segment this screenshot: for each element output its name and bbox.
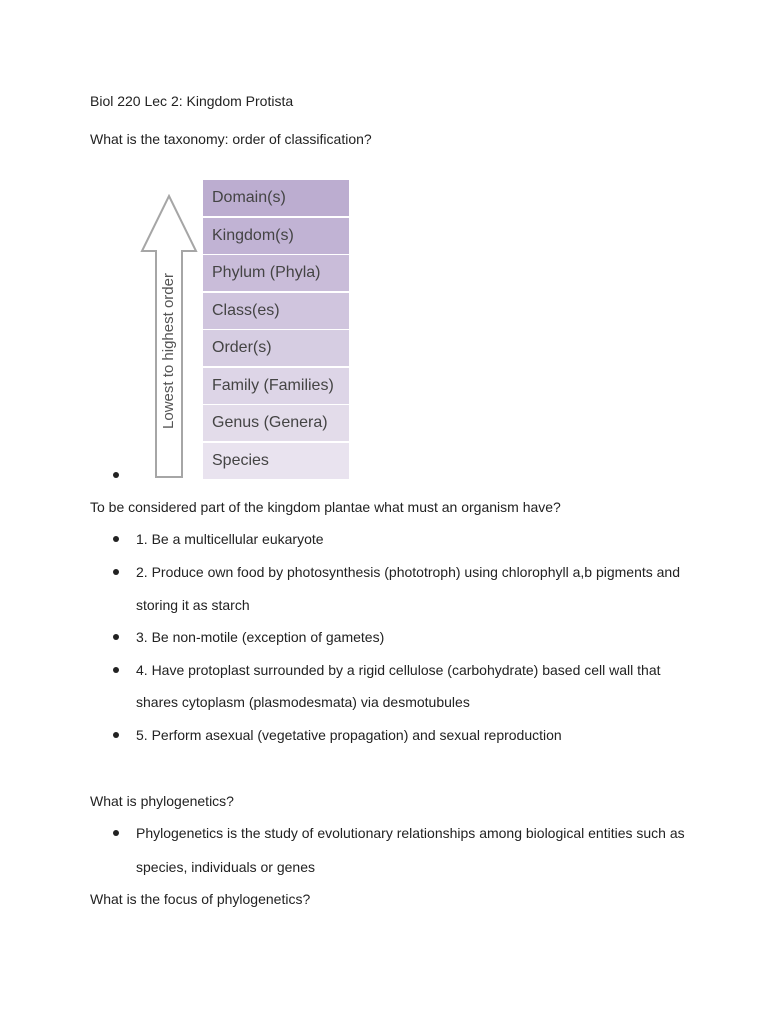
taxonomy-level: Genus (Genera) (203, 405, 349, 441)
taxonomy-figure (140, 180, 352, 480)
question-plantae: To be considered part of the kingdom plantae what must an organism have? (90, 499, 561, 515)
question-phylogenetics: What is phylogenetics? (90, 793, 234, 809)
list-item-text-continued: species, individuals or genes (136, 859, 315, 875)
list-item-text: 5. Perform asexual (vegetative propagation) and sexual reproduction (136, 727, 562, 743)
document-title: Biol 220 Lec 2: Kingdom Protista (90, 93, 294, 109)
taxonomy-level: Phylum (Phyla) (203, 255, 349, 291)
list-item-text: 3. Be non-motile (exception of gametes) (136, 629, 385, 645)
taxonomy-levels (203, 180, 349, 480)
bullet-icon (113, 634, 119, 640)
taxonomy-level: Class(es) (203, 293, 349, 329)
list-item-text: Phylogenetics is the study of evolutionary relationships among biological entities such as (136, 825, 685, 841)
bullet-icon (113, 536, 119, 542)
taxonomy-level: Domain(s) (203, 180, 349, 216)
bullet-icon (113, 667, 119, 673)
list-item-text-continued: shares cytoplasm (plasmodesmata) via desmotubules (136, 694, 470, 710)
taxonomy-level: Kingdom(s) (203, 218, 349, 254)
list-item-text: 1. Be a multicellular eukaryote (136, 531, 324, 547)
bullet-icon (113, 732, 119, 738)
question-phylogenetics-focus: What is the focus of phylogenetics? (90, 891, 311, 907)
question-taxonomy: What is the taxonomy: order of classification? (90, 131, 372, 147)
bullet-icon (113, 472, 119, 478)
taxonomy-level: Species (203, 443, 349, 479)
taxonomy-level: Family (Families) (203, 368, 349, 404)
arrow-label: Lowest to highest order (160, 273, 177, 429)
list-item-text: 2. Produce own food by photosynthesis (phototroph) using chlorophyll a,b pigments and (136, 564, 681, 580)
bullet-icon (113, 569, 119, 575)
taxonomy-level: Order(s) (203, 330, 349, 366)
bullet-icon (113, 830, 119, 836)
list-item-text: 4. Have protoplast surrounded by a rigid cellulose (carbohydrate) based cell wall that (136, 662, 661, 678)
list-item-text-continued: storing it as starch (136, 597, 250, 613)
